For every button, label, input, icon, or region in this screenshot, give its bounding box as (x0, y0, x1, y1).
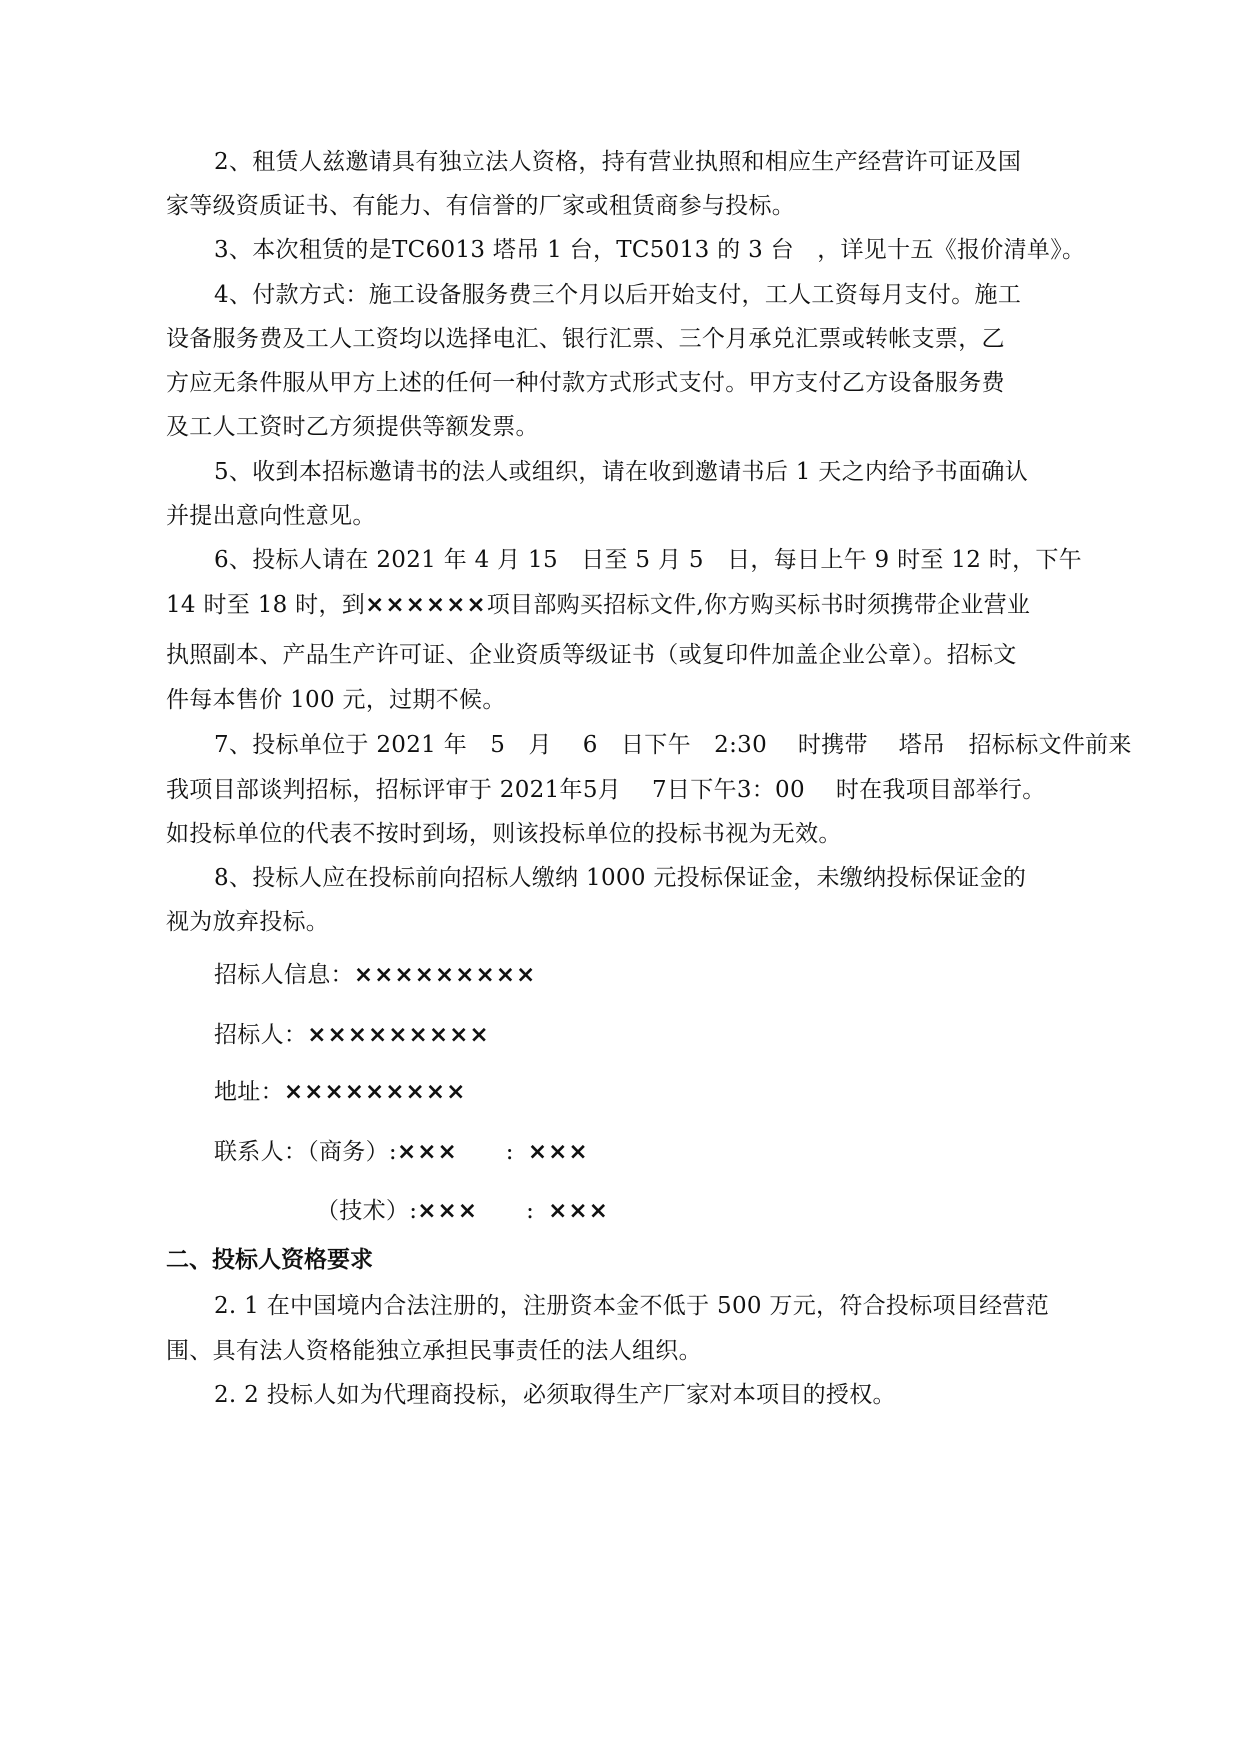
section-2-item-1-line-1: 2. 1 在中国境内合法注册的，注册资本金不低于 500 万元，符合投标项目经营范 (214, 1293, 1050, 1319)
paragraph-6-line-2-suffix: 项目部购买招标文件,你方购买标书时须携带企业营业 (486, 592, 1031, 618)
technical-contact-row (316, 1196, 609, 1226)
address-label: 地址： (214, 1079, 284, 1105)
tenderer-info-row (214, 960, 536, 990)
section-2-item-1-line-2: 围、具有法人资格能独立承担民事责任的法人组织。 (166, 1338, 702, 1364)
address-value: ××××××××× (283, 1079, 467, 1105)
paragraph-2-line-1: 2、租赁人兹邀请具有独立法人资格，持有营业执照和相应生产经营许可证及国 (214, 149, 1022, 175)
section-2-heading: 二、投标人资格要求 (166, 1247, 373, 1273)
tenderer-row (214, 1020, 490, 1050)
redacted-project-name: ×××××× (365, 592, 487, 618)
technical-contact-separator: : (526, 1198, 535, 1224)
paragraph-6-line-3: 执照副本、产品生产许可证、企业资质等级证书（或复印件加盖企业公章）。招标文 (166, 642, 1017, 668)
paragraph-2-line-2: 家等级资质证书、有能力、有信誉的厂家或租赁商参与投标。 (166, 193, 796, 219)
business-contact-name: ××× (396, 1139, 458, 1165)
business-contact-phone: ××× (527, 1139, 589, 1165)
paragraph-7-line-1: 7、投标单位于 2021 年 5 月 6 日下午 2:30 时携带 塔吊 招标标文件前来 (214, 732, 1132, 758)
paragraph-8-line-1: 8、投标人应在投标前向招标人缴纳 1000 元投标保证金，未缴纳投标保证金的 (214, 865, 1027, 891)
paragraph-5-line-2: 并提出意向性意见。 (166, 503, 376, 529)
business-contact-separator: : (505, 1139, 514, 1165)
tenderer-info-label: 招标人信息： (214, 962, 354, 988)
business-contact-label: 联系人：（商务）: (214, 1139, 397, 1165)
paragraph-4-line-3: 方应无条件服从甲方上述的任何一种付款方式形式支付。甲方支付乙方设备服务费 (166, 370, 1005, 396)
business-contact-row (214, 1137, 589, 1167)
paragraph-8-line-2: 视为放弃投标。 (166, 909, 330, 935)
paragraph-5-line-1: 5、收到本招标邀请书的法人或组织，请在收到邀请书后 1 天之内给予书面确认 (214, 459, 1028, 485)
paragraph-6-line-1: 6、投标人请在 2021 年 4 月 15 日至 5 月 5 日，每日上午 9 时至 12 时，下午 (214, 547, 1082, 573)
tenderer-value: ××××××××× (307, 1022, 490, 1048)
paragraph-4-line-2: 设备服务费及工人工资均以选择电汇、银行汇票、三个月承兑汇票或转帐支票，乙 (166, 326, 1005, 352)
address-row (214, 1077, 466, 1107)
paragraph-7-line-2: 我项目部谈判招标，招标评审于 2021年5月 7日下午3：00 时在我项目部举行。 (166, 777, 1046, 803)
paragraph-6-line-4: 件每本售价 100 元，过期不候。 (166, 687, 506, 713)
paragraph-7-line-3: 如投标单位的代表不按时到场，则该投标单位的投标书视为无效。 (166, 821, 842, 847)
tenderer-info-value: ××××××××× (353, 962, 537, 988)
paragraph-4-line-1: 4、付款方式：施工设备服务费三个月以后开始支付，工人工资每月支付。施工 (214, 282, 1022, 308)
section-2-item-2-line-1: 2. 2 投标人如为代理商投标，必须取得生产厂家对本项目的授权。 (214, 1382, 896, 1408)
paragraph-6-line-2-prefix: 14 时至 18 时，到 (166, 592, 366, 618)
technical-contact-name: ××× (417, 1198, 479, 1224)
paragraph-4-line-4: 及工人工资时乙方须提供等额发票。 (166, 414, 539, 440)
paragraph-3-line-1: 3、本次租赁的是TC6013 塔吊 1 台，TC5013 的 3 台 ，详见十五《报价清单》。 (214, 237, 1086, 263)
technical-contact-phone: ××× (548, 1198, 609, 1224)
paragraph-6-line-2 (166, 590, 1030, 620)
technical-contact-label: （技术）: (316, 1198, 418, 1224)
tenderer-label: 招标人： (214, 1022, 308, 1048)
